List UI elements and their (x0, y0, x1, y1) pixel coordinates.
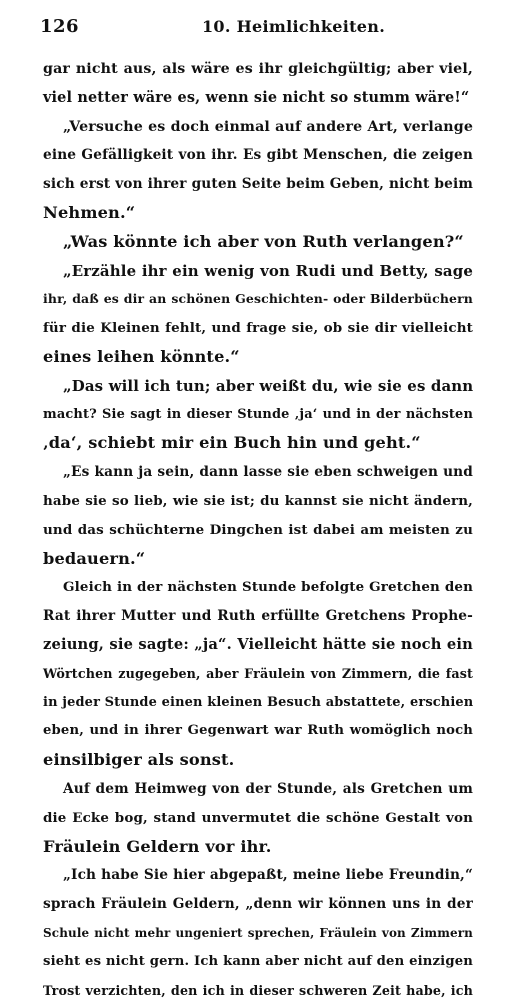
text-line: Fräulein Geldern vor ihr. (43, 833, 473, 862)
text-line: ihr, daß es dir an schönen Geschichten- oder Bilderbüchern (43, 285, 473, 314)
text-line: „Ich habe Sie hier abgepaßt, meine liebe Freundin,“ (43, 861, 473, 890)
text-line: „Es kann ja sein, dann lasse sie eben schweigen und (43, 458, 473, 487)
text-line: bedauern.“ (43, 545, 473, 574)
text-line: Rat ihrer Mutter und Ruth erfüllte Gretchens Prophe- (43, 602, 473, 631)
text-line: habe sie so lieb, wie sie ist; du kannst sie nicht ändern, (43, 487, 473, 516)
text-line: sich erst von ihrer guten Seite beim Geben, nicht beim (43, 170, 473, 199)
text-line: und das schüchterne Dingchen ist dabei am meisten zu (43, 516, 473, 545)
running-title: 10. Heimlichkeiten. (202, 17, 385, 36)
text-line: „Erzähle ihr ein wenig von Rudi und Betty, sage (43, 257, 473, 286)
text-line: Gleich in der nächsten Stunde befolgte Gretchen den (43, 573, 473, 602)
text-line: Schule nicht mehr ungeniert sprechen, Fräulein von Zimmern (43, 919, 473, 948)
text-line: sieht es nicht gern. Ich kann aber nicht auf den einzigen (43, 948, 473, 977)
text-line: „Das will ich tun; aber weißt du, wie sie es dann (43, 372, 473, 401)
text-line: in jeder Stunde einen kleinen Besuch abstattete, erschien (43, 689, 473, 718)
text-line: sprach Fräulein Geldern, „denn wir können uns in der (43, 890, 473, 919)
page-number: 126 (40, 16, 79, 37)
page-header (0, 0, 517, 48)
text-line: eben, und in ihrer Gegenwart war Ruth womöglich noch (43, 717, 473, 746)
text-line: ‚da‘, schiebt mir ein Buch hin und geht.“ (43, 429, 473, 458)
text-line: eine Gefälligkeit von ihr. Es gibt Menschen, die zeigen (43, 141, 473, 170)
text-line: für die Kleinen fehlt, und frage sie, ob sie dir vielleicht (43, 314, 473, 343)
text-line: Trost verzichten, den ich in dieser schweren Zeit habe, ich (43, 977, 473, 1005)
text-line: „Versuche es doch einmal auf andere Art, verlange (43, 113, 473, 142)
text-line: einsilbiger als sonst. (43, 746, 473, 775)
text-line: Nehmen.“ (43, 199, 473, 228)
body-text (43, 55, 473, 1005)
text-line: eines leihen könnte.“ (43, 343, 473, 372)
text-line: gar nicht aus, als wäre es ihr gleichgültig; aber viel, (43, 55, 473, 84)
text-line: macht? Sie sagt in dieser Stunde ‚ja‘ und in der nächsten (43, 401, 473, 430)
text-line: Auf dem Heimweg von der Stunde, als Gretchen um (43, 775, 473, 804)
text-line: Wörtchen zugegeben, aber Fräulein von Zimmern, die fast (43, 660, 473, 689)
text-line: die Ecke bog, stand unvermutet die schöne Gestalt von (43, 804, 473, 833)
text-line: „Was könnte ich aber von Ruth verlangen?“ (43, 228, 473, 257)
text-line: viel netter wäre es, wenn sie nicht so stumm wäre!“ (43, 84, 473, 113)
text-line: zeiung, sie sagte: „ja“. Vielleicht hätte sie noch ein (43, 631, 473, 660)
